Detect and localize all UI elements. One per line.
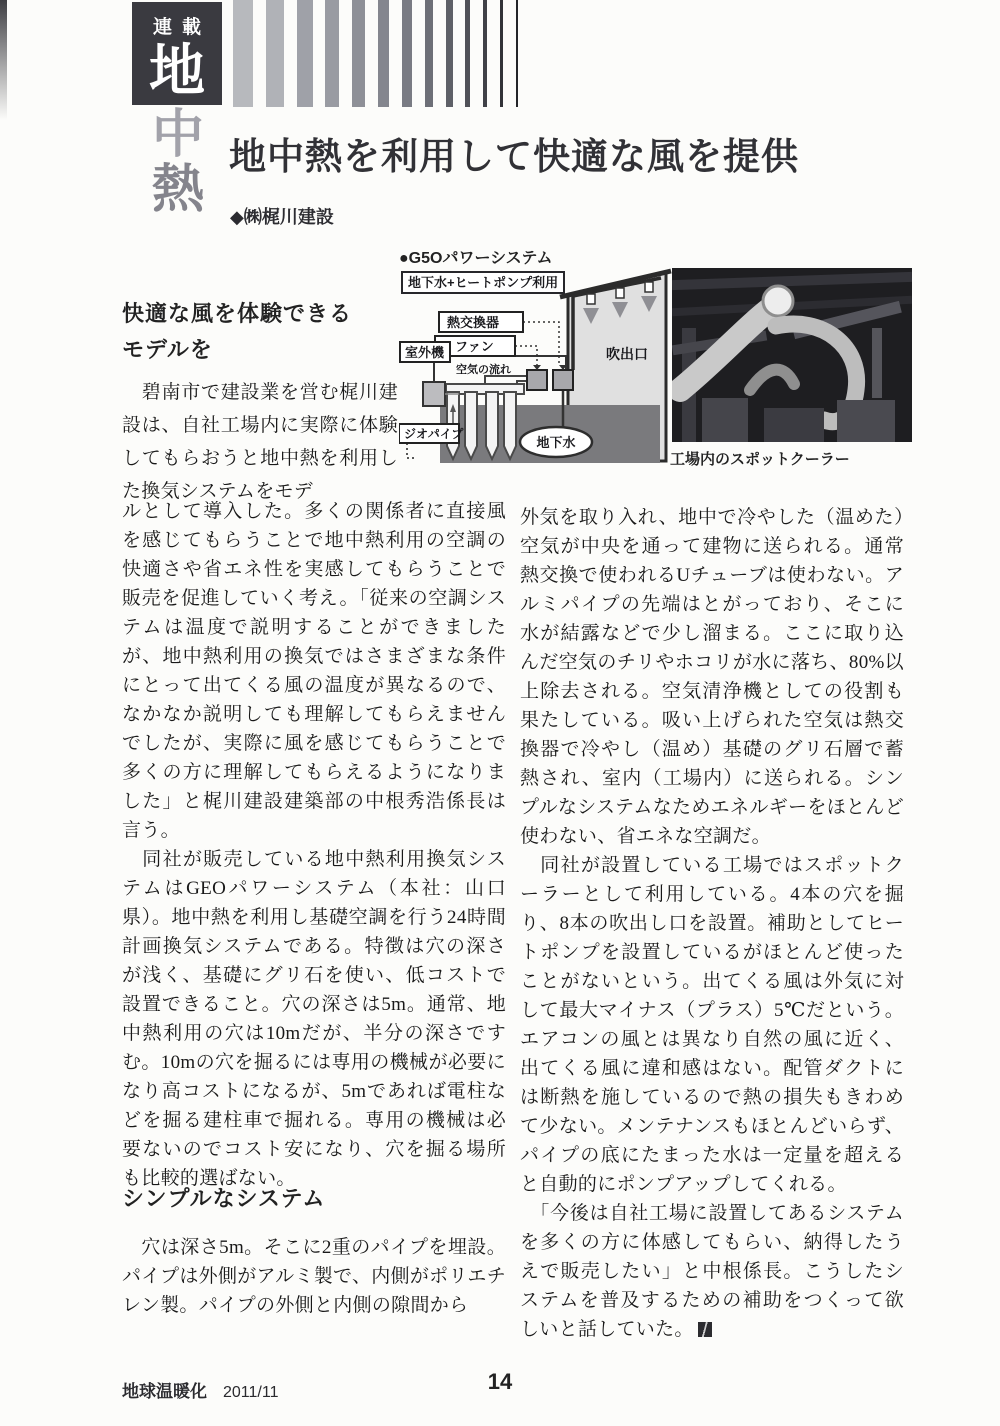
groundwater-label: 地下水 xyxy=(536,435,576,450)
stripe-bar xyxy=(297,0,313,107)
section1-para2: 同社が販売している地中熱利用換気システムはGEOパワーシステム（本社：山口県）。地中熱を利用し基礎空調を行う24時間計画換気システムである。特徴は穴の深さが浅く、基礎にグリ石を使い、低コストで設置できること。穴の深さは5m。通常、地中熱利用の穴は10mだが、半分の深さですむ。10mの穴を掘るには専用の機械が必要になり高コストになるが、5mであれば電柱などを掘る建柱車で掘れる。専用の機械は必要ないのでコスト安になり、穴を掘る場所も比較的選ばない。 xyxy=(122,849,506,1189)
footer-journal-title: 地球温暖化 xyxy=(122,1382,207,1401)
stripe-bar xyxy=(483,0,487,107)
footer xyxy=(122,1377,278,1402)
stripe-bar xyxy=(266,0,284,107)
diagram-subtitle-box: 地下水+ヒートポンプ利用 xyxy=(401,271,565,294)
series-title-char-3: 熱 xyxy=(151,161,204,219)
footer-issue: 2011/11 xyxy=(223,1384,279,1401)
svg-text:ファン: ファン xyxy=(455,339,494,354)
stripe-bar xyxy=(500,0,503,107)
stripe-bar xyxy=(402,0,412,107)
stripe-bar xyxy=(233,0,253,107)
section1-heading: 快適な風を体験できる モデルを xyxy=(122,301,353,362)
photo-caption: 工場内のスポットクーラー xyxy=(670,451,850,468)
outdoor-unit-box xyxy=(423,382,445,406)
scan-edge-artifact xyxy=(0,0,7,120)
geo-pipe-labelbox xyxy=(399,424,464,443)
section1-para1-wide: ルとして導入した。多くの関係者に直接風を感じてもらうことで地中熱利用の空調の快適さや省エネ性を実感してもらうことで販売を促進していく考え。「従来の空調システムは温度で説明することができましたが、地中熱利用の換気ではさまざまな条件にとって出てくる風の温度が異なるので、なかなか説明しても理解してもらえませんでしたが、実際に風を感じてもらうことで多くの方に理解してもらえるようになりました」と梶川建設建築部の中根秀浩係長は言う。 xyxy=(122,501,506,841)
svg-text:ジオパイプ: ジオパイプ xyxy=(404,427,464,441)
outdoor-unit-labelbox xyxy=(400,342,450,362)
section1-para1-narrow: 碧南市で建設業を営む梶川建設は、自社工場内に実際に体験してもらおうと地中熱を利用した換気システムをモデ xyxy=(122,382,398,502)
geo-pipe-leader xyxy=(407,443,417,458)
stripe-bar xyxy=(516,0,518,107)
stripe-bar xyxy=(465,0,470,107)
article-title: 地中熱を利用して快適な風を提供 xyxy=(229,136,799,177)
diagram-title: ●G5Oパワーシステム xyxy=(399,250,553,267)
series-badge xyxy=(132,2,222,105)
series-label: 連載 xyxy=(152,17,211,38)
right-para1: 外気を取り入れ、地中で冷やした（温めた）空気が中央を通って建物に送られる。通常熱交換で使われるUチューブは使わない。アルミパイプの先端はとがっており、そこに水が結露などで少し溜まる。ここに取り込んだ空気のチリやホコリが水に落ち、80%以上除去される。空気清浄機としての役割も果たしている。吸い上げられた空気は熱交換器で冷やし（温め）基礎のグリ石層で蓄熱され、室内（工場内）に送られる。シンプルなシステムなためエネルギーをほとんど使わない、省エネな空調だ。 xyxy=(520,507,904,847)
right-para3: 「今後は自社工場に設置してあるシステムを多くの方に体感してもらい、納得したうえで販売したい」と中根係長。こうしたシステムを普及するための補助をつくって欲しいと話していた。 xyxy=(520,1203,904,1340)
stripe-bar xyxy=(352,0,365,107)
system-diagram xyxy=(399,266,675,478)
factory-photo-art xyxy=(672,268,912,442)
stripe-bar xyxy=(325,0,339,107)
article-end-mark xyxy=(698,1322,712,1337)
outlet-label: 吹出口 xyxy=(606,346,648,362)
heat-exchanger-leader xyxy=(523,322,559,365)
heat-exchanger-labelbox xyxy=(439,312,523,332)
company-name: ◆㈱梶川建設 xyxy=(230,207,334,227)
stripe-bar xyxy=(446,0,453,107)
page-number: 14 xyxy=(487,1369,513,1394)
svg-text:室外機: 室外機 xyxy=(405,345,445,360)
svg-text:熱交換器: 熱交換器 xyxy=(447,315,500,330)
section1-body xyxy=(122,497,506,1193)
stripe-bar xyxy=(378,0,389,107)
header-stripes xyxy=(233,0,518,107)
stripe-bar xyxy=(425,0,433,107)
series-title-char-1: 地 xyxy=(149,39,205,102)
factory-photo xyxy=(672,268,912,442)
section2-heading: シンプルなシステム xyxy=(122,1186,326,1211)
series-title-char-2: 中 xyxy=(151,106,204,164)
right-para3-wrap xyxy=(520,1199,904,1344)
section2-para1: 穴は深さ5m。そこに2重のパイプを埋設。パイプは外側がアルミ製で、内側がポリエチレン製。パイプの外側と内側の隙間から xyxy=(122,1237,506,1316)
right-column xyxy=(520,503,904,1344)
right-para2: 同社が設置している工場ではスポットクーラーとして利用している。4本の穴を掘り、8本の吹出し口を設置。補助としてヒートポンプを設置しているがほとんど使ったことがないという。出てくる風は外気に対して最大マイナス（プラス）5℃だという。エアコンの風とは異なり自然の風に近く、出てくる風に違和感はない。配管ダクトには断熱を施しているので熱の損失もきわめて少ない。メンテナンスもほとんどいらず、パイプの底にたまった水は一定量を超えると自動的にポンプアップしてくれる。 xyxy=(520,855,904,1195)
air-flow-label: 空気の流れ xyxy=(456,364,511,376)
